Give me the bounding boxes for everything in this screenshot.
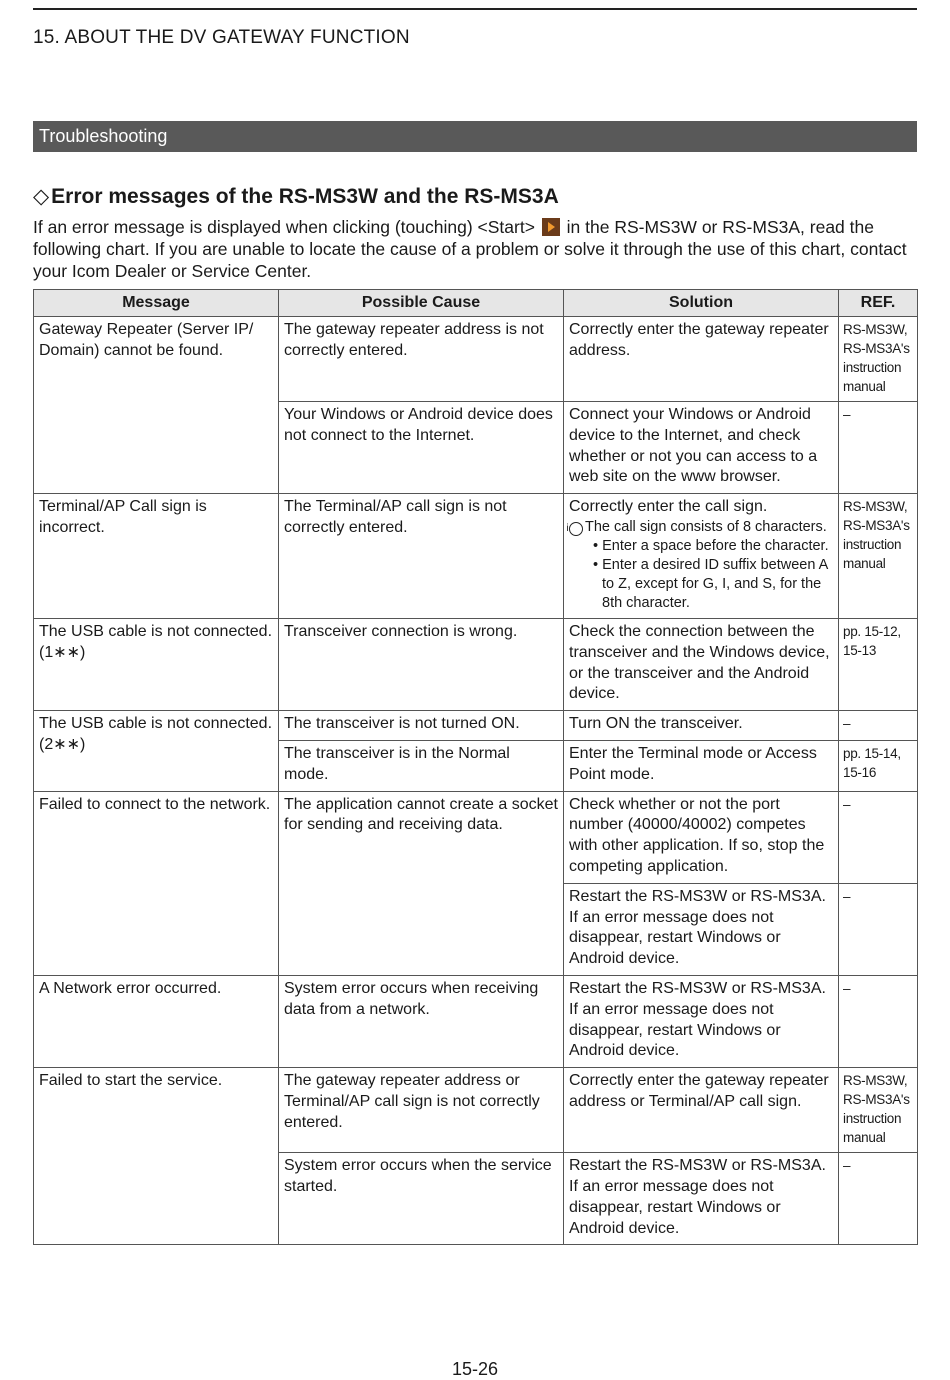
section-bar: Troubleshooting: [33, 121, 917, 152]
solution-text: Correctly enter the gateway repeater address.: [569, 321, 829, 359]
solution-cell: [564, 791, 839, 883]
solution-cell: [564, 711, 839, 741]
intro-text-2: in the RS-MS3W or RS-MS3A, read the following chart. If you are unable to locate the cause of a problem or solve it through the use of this chart, contact your Icom Dealer or Service Center.: [33, 217, 907, 281]
ref-cell: RS-MS3W, RS-MS3A's instruction manual: [839, 494, 918, 619]
note-bullet: • Enter a space before the character.: [593, 537, 829, 554]
ref-cell: –: [839, 791, 918, 883]
note-body: The call sign consists of 8 characters.: [585, 518, 827, 535]
message-cell: The USB cable is not connected. (2∗∗): [34, 711, 279, 791]
chapter-title: 15. ABOUT THE DV GATEWAY FUNCTION: [33, 27, 410, 48]
ref-cell: –: [839, 883, 918, 975]
solution-text: Check the connection between the transceiver and the Windows device, or the transceiver and the Android device.: [569, 622, 830, 703]
cause-cell: System error occurs when receiving data from a network.: [279, 975, 564, 1067]
table-row: [34, 711, 918, 741]
ref-cell: RS-MS3W, RS-MS3A's instruction manual: [839, 317, 918, 402]
solution-text: Correctly enter the gateway repeater address or Terminal/AP call sign.: [569, 1072, 829, 1110]
solution-text: Turn ON the transceiver.: [569, 715, 743, 733]
solution-cell: [564, 618, 839, 710]
solution-cell: [564, 402, 839, 494]
ref-cell: pp. 15-12, 15-13: [839, 618, 918, 710]
error-table: [33, 289, 918, 1245]
cause-cell: Transceiver connection is wrong.: [279, 618, 564, 710]
solution-cell: [564, 740, 839, 791]
cause-cell: The gateway repeater address or Terminal/AP call sign is not correctly entered.: [279, 1068, 564, 1153]
top-rule: [33, 8, 917, 10]
header-message: Message: [34, 290, 279, 317]
start-play-icon: [542, 218, 560, 236]
table-row: [34, 317, 918, 402]
info-note: [566, 518, 833, 613]
table-header-row: [34, 290, 918, 317]
table-row: [34, 1068, 918, 1153]
solution-text: Enter the Terminal mode or Access Point mode.: [569, 744, 817, 783]
cause-cell: Your Windows or Android device does not connect to the Internet.: [279, 402, 564, 494]
ref-cell: pp. 15-14, 15-16: [839, 740, 918, 791]
cause-cell: System error occurs when the service started.: [279, 1153, 564, 1245]
table-row: [34, 791, 918, 883]
ref-cell: –: [839, 1153, 918, 1245]
solution-cell: [564, 317, 839, 402]
note-text: [566, 518, 833, 537]
message-cell: A Network error occurred.: [34, 975, 279, 1067]
cause-cell: The transceiver is not turned ON.: [279, 711, 564, 741]
solution-cell: [564, 494, 839, 619]
header-cause: Possible Cause: [279, 290, 564, 317]
table-row: [34, 494, 918, 619]
diamond-icon: ◇: [33, 185, 50, 208]
heading-text: Error messages of the RS-MS3W and the RS-MS3A: [51, 185, 559, 208]
message-cell: Terminal/AP Call sign is incorrect.: [34, 494, 279, 619]
page-number: 15-26: [451, 1359, 499, 1379]
note-bullet: • Enter a desired ID suffix between A to Z, except for G, I, and S, for the 8th character.: [593, 556, 828, 611]
cause-cell: The gateway repeater address is not correctly entered.: [279, 317, 564, 402]
info-icon: i: [569, 522, 583, 536]
header-ref: REF.: [839, 290, 918, 317]
message-cell: Failed to connect to the network.: [34, 791, 279, 975]
cause-cell: The transceiver is in the Normal mode.: [279, 740, 564, 791]
solution-text: Restart the RS-MS3W or RS-MS3A. If an error message does not disappear, restart Windows or Android device.: [569, 887, 826, 968]
solution-text: Connect your Windows or Android device to the Internet, and check whether or not you can access to a web site on the www browser.: [569, 406, 818, 486]
bullet-text: Enter a desired ID suffix between A to Z, except for G, I, and S, for the 8th character.: [602, 556, 828, 611]
solution-text: Correctly enter the call sign.: [569, 498, 768, 516]
cause-cell: The Terminal/AP call sign is not correctly entered.: [279, 494, 564, 619]
message-cell: Gateway Repeater (Server IP/ Domain) cannot be found.: [34, 317, 279, 494]
solution-cell: [564, 1068, 839, 1153]
solution-cell: [564, 1153, 839, 1245]
bullet-text: Enter a space before the character.: [602, 537, 829, 554]
ref-cell: –: [839, 711, 918, 741]
header-solution: Solution: [564, 290, 839, 317]
cause-cell: The application cannot create a socket for sending and receiving data.: [279, 791, 564, 975]
solution-cell: [564, 883, 839, 975]
message-cell: Failed to start the service.: [34, 1068, 279, 1245]
ref-cell: –: [839, 975, 918, 1067]
section-heading: [33, 184, 559, 209]
table-row: [34, 618, 918, 710]
solution-text: Check whether or not the port number (40000/40002) competes with other application. If so, stop the competing application.: [569, 795, 825, 875]
intro-paragraph: [33, 216, 923, 282]
solution-text: Restart the RS-MS3W or RS-MS3A. If an error message does not disappear, restart Windows or Android device.: [569, 979, 826, 1060]
intro-text-1: If an error message is displayed when clicking (touching) <Start>: [33, 217, 540, 237]
solution-text: Restart the RS-MS3W or RS-MS3A. If an error message does not disappear, restart Windows or Android device.: [569, 1157, 826, 1237]
message-cell: The USB cable is not connected. (1∗∗): [34, 618, 279, 710]
solution-cell: [564, 975, 839, 1067]
ref-cell: –: [839, 402, 918, 494]
table-row: [34, 975, 918, 1067]
ref-cell: RS-MS3W, RS-MS3A's instruction manual: [839, 1068, 918, 1153]
